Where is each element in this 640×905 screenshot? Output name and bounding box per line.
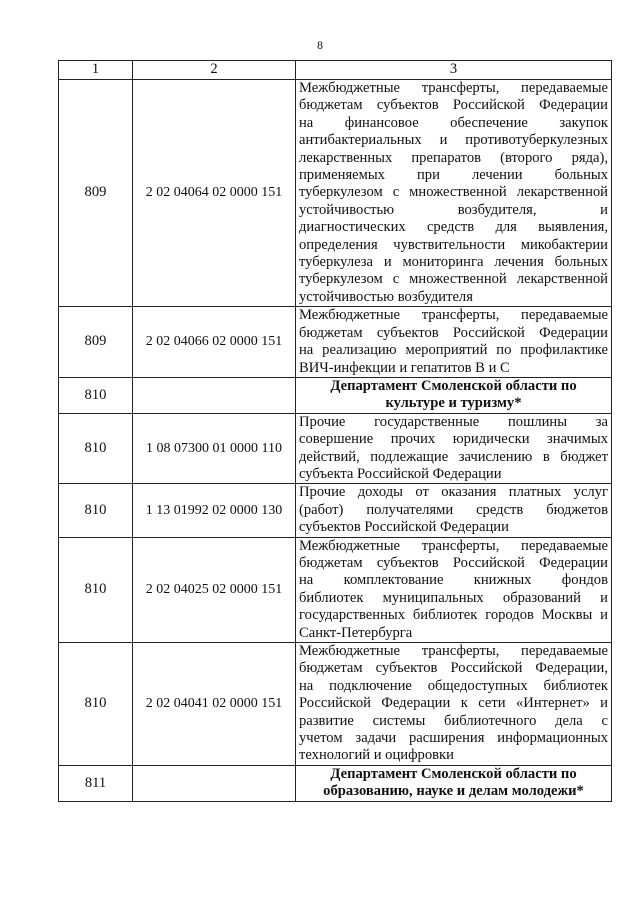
income-description-cell: [296, 413, 612, 484]
description-line: субъектов Российской Федерации: [299, 519, 509, 536]
department-name-cell: [296, 377, 612, 413]
description-line: учетом задачи расширения информационных: [299, 730, 608, 747]
description-line: туберкулезом с множественной лекарственной: [299, 271, 608, 288]
table-row: [59, 643, 612, 766]
admin-code-cell: 810: [59, 643, 133, 766]
department-heading-row: [59, 377, 612, 413]
description-line: определения чувствительности микобактерии: [299, 236, 608, 253]
table-row: [59, 80, 612, 307]
description-line: культуре и туризму*: [385, 395, 522, 412]
description-line: Прочие доходы от оказания платных услуг: [299, 484, 608, 501]
table-row: [59, 537, 612, 642]
description-line: применяемых при лечении больных: [299, 167, 608, 184]
admin-code-cell: 809: [59, 307, 133, 378]
description-line: Прочие государственные пошлины за: [299, 413, 608, 430]
description-line: государственных библиотек городов Москвы и: [299, 607, 608, 624]
description-line: технологий и оцифровки: [299, 747, 454, 764]
column-number-3: 3: [296, 61, 612, 80]
description-line: (работ) получателями средств бюджетов: [299, 501, 608, 518]
description-line: Межбюджетные трансферты, передаваемые: [299, 80, 608, 96]
budget-classification-code-cell: 2 02 04041 02 0000 151: [133, 643, 296, 766]
description-line: Межбюджетные трансферты, передаваемые: [299, 307, 608, 324]
admin-code-cell: 810: [59, 484, 133, 537]
admin-code-cell: 810: [59, 413, 133, 484]
description-line: Департамент Смоленской области по: [330, 377, 577, 394]
description-line: лекарственных препаратов (второго ряда),: [299, 149, 608, 166]
page-number: 8: [317, 38, 323, 52]
budget-classification-code-cell: [133, 377, 296, 413]
income-description-cell: [296, 307, 612, 378]
description-line: диагностических средств для выявления,: [299, 219, 608, 236]
table-row: [59, 307, 612, 378]
description-line: Межбюджетные трансферты, передаваемые: [299, 643, 608, 659]
admin-code-cell: 810: [59, 377, 133, 413]
table-row: [59, 413, 612, 484]
description-line: туберкулезом с множественной лекарственной: [299, 184, 608, 201]
description-line: туберкулеза и мониторинга лечения больных: [299, 254, 608, 271]
department-name-cell: [296, 765, 612, 801]
description-line: Санкт-Петербурга: [299, 624, 413, 641]
description-line: на комплектование книжных фондов: [299, 572, 608, 589]
description-line: устойчивостью возбудителя, и: [299, 201, 608, 218]
admin-code-cell: 809: [59, 80, 133, 307]
table-body: [59, 61, 612, 802]
description-line: бюджетам субъектов Российской Федерации: [299, 97, 608, 114]
description-line: устойчивостью возбудителя: [299, 288, 473, 305]
column-number-2: 2: [133, 61, 296, 80]
description-line: на подключение общедоступных библиотек: [299, 677, 608, 694]
description-line: бюджетам субъектов Российской Федерации,: [299, 660, 608, 677]
description-line: на реализацию мероприятий по профилактике: [299, 342, 608, 359]
description-line: развитие системы библиотечного дела с: [299, 712, 608, 729]
budget-classification-code-cell: 2 02 04064 02 0000 151: [133, 80, 296, 307]
budget-classification-code-cell: 2 02 04025 02 0000 151: [133, 537, 296, 642]
income-description-cell: [296, 80, 612, 307]
budget-classification-code-cell: 1 13 01992 02 0000 130: [133, 484, 296, 537]
budget-codes-table: [58, 60, 612, 802]
description-line: ВИЧ-инфекции и гепатитов В и С: [299, 359, 510, 376]
table-row: [59, 484, 612, 537]
description-line: совершение прочих юридически значимых: [299, 431, 608, 448]
column-number-1: 1: [59, 61, 133, 80]
description-line: библиотек муниципальных образований и: [299, 589, 608, 606]
budget-classification-code-cell: 2 02 04066 02 0000 151: [133, 307, 296, 378]
income-description-cell: [296, 537, 612, 642]
description-line: антибактериальных и противотуберкулезных: [299, 132, 608, 149]
budget-classification-code-cell: [133, 765, 296, 801]
income-description-cell: [296, 484, 612, 537]
description-line: субъекта Российской Федерации: [299, 465, 502, 482]
admin-code-cell: 810: [59, 537, 133, 642]
admin-code-cell: 811: [59, 765, 133, 801]
description-line: бюджетам субъектов Российской Федерации: [299, 554, 608, 571]
description-line: бюджетам субъектов Российской Федерации: [299, 324, 608, 341]
column-number-row: [59, 61, 612, 80]
description-line: Департамент Смоленской области по: [330, 765, 577, 782]
description-line: Межбюджетные трансферты, передаваемые: [299, 537, 608, 554]
department-heading-row: [59, 765, 612, 801]
description-line: действий, подлежащие зачислению в бюджет: [299, 448, 608, 465]
description-line: на финансовое обеспечение закупок: [299, 114, 608, 131]
income-description-cell: [296, 643, 612, 766]
description-line: Российской Федерации к сети «Интернет» и: [299, 695, 608, 712]
budget-classification-code-cell: 1 08 07300 01 0000 110: [133, 413, 296, 484]
description-line: образованию, науке и делам молодежи*: [323, 783, 584, 800]
